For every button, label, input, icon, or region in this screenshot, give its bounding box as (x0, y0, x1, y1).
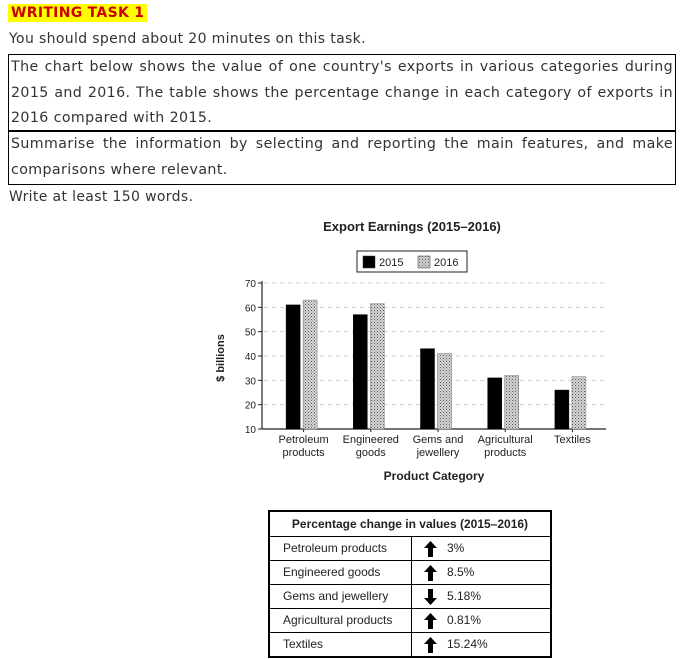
table-change-value: 15.24% (447, 637, 488, 651)
y-tick-label: 40 (244, 352, 256, 363)
task-description-box (8, 54, 676, 131)
y-tick-label: 20 (244, 400, 256, 412)
y-axis-label: $ billions (215, 334, 227, 382)
export-earnings-chart (200, 208, 610, 498)
arrow-up-icon (424, 565, 437, 581)
table-category: Textiles (270, 633, 412, 656)
table-row (270, 537, 550, 561)
bar-2016-0 (303, 300, 317, 429)
task-instruction: Summarise the information by selecting and reporting the main features, and make comparisons where relevant. (11, 136, 673, 178)
bar-2016-4 (572, 377, 586, 429)
legend-swatch-2016 (418, 256, 430, 268)
table-row (270, 561, 550, 585)
y-tick-label: 50 (244, 327, 256, 339)
bar-2015-2 (421, 349, 435, 429)
x-category-label: Engineered goods (342, 434, 399, 459)
table-category: Engineered goods (270, 561, 412, 584)
table-change (412, 561, 474, 584)
arrow-down-icon (424, 589, 437, 605)
bar-2016-1 (370, 304, 384, 429)
x-category-label: Petroleum products (278, 434, 329, 459)
x-category-label: Textiles (554, 434, 591, 446)
bar-2015-0 (286, 305, 300, 429)
y-tick-label: 60 (244, 303, 256, 315)
chart-bars (286, 300, 586, 429)
percentage-change-table (268, 510, 552, 658)
table-change (412, 609, 481, 632)
x-category-label: Agricultural products (477, 434, 533, 459)
y-tick-label: 10 (244, 425, 256, 436)
arrow-up-icon (424, 613, 437, 629)
bar-2016-3 (505, 375, 519, 429)
table-change (412, 537, 464, 560)
chart-legend (357, 251, 467, 272)
table-title: Percentage change in values (2015–2016) (270, 512, 550, 537)
x-axis-label: Product Category (383, 469, 485, 483)
legend-swatch-2015 (363, 256, 375, 268)
table-category: Petroleum products (270, 537, 412, 560)
x-category-label: Gems and jewellery (412, 434, 464, 459)
table-change (412, 633, 488, 656)
table-change-value: 0.81% (447, 613, 482, 627)
bar-2015-3 (488, 378, 502, 429)
y-tick-label: 30 (244, 376, 256, 388)
chart-title: Export Earnings (2015–2016) (323, 219, 501, 234)
table-row (270, 609, 550, 633)
table-row (270, 585, 550, 609)
table-change-value: 3% (447, 541, 465, 555)
table-row (270, 633, 550, 656)
time-instruction: You should spend about 20 minutes on this task. (9, 31, 366, 47)
legend-label-2016: 2016 (434, 257, 459, 269)
table-body (270, 537, 550, 656)
arrow-up-icon (424, 637, 437, 653)
y-tick-label: 70 (244, 279, 256, 290)
bar-2015-4 (555, 390, 569, 429)
legend-label-2015: 2015 (379, 257, 404, 269)
chart-labels (215, 219, 591, 483)
task-instruction-box (8, 131, 676, 185)
table-change-value: 8.5% (447, 565, 475, 579)
word-requirement: Write at least 150 words. (9, 189, 194, 205)
table-change-value: 5.18% (447, 589, 482, 603)
table-category: Gems and jewellery (270, 585, 412, 608)
task-description: The chart below shows the value of one country's exports in various categories during 2015 and 2016. The table shows the percentage change in each category of exports in 2016 compared with 2015. (11, 59, 673, 126)
task-heading: WRITING TASK 1 (8, 4, 147, 22)
bar-2015-1 (353, 315, 367, 429)
arrow-up-icon (424, 541, 437, 557)
table-change (412, 585, 481, 608)
bar-2016-2 (438, 354, 452, 429)
table-category: Agricultural products (270, 609, 412, 632)
